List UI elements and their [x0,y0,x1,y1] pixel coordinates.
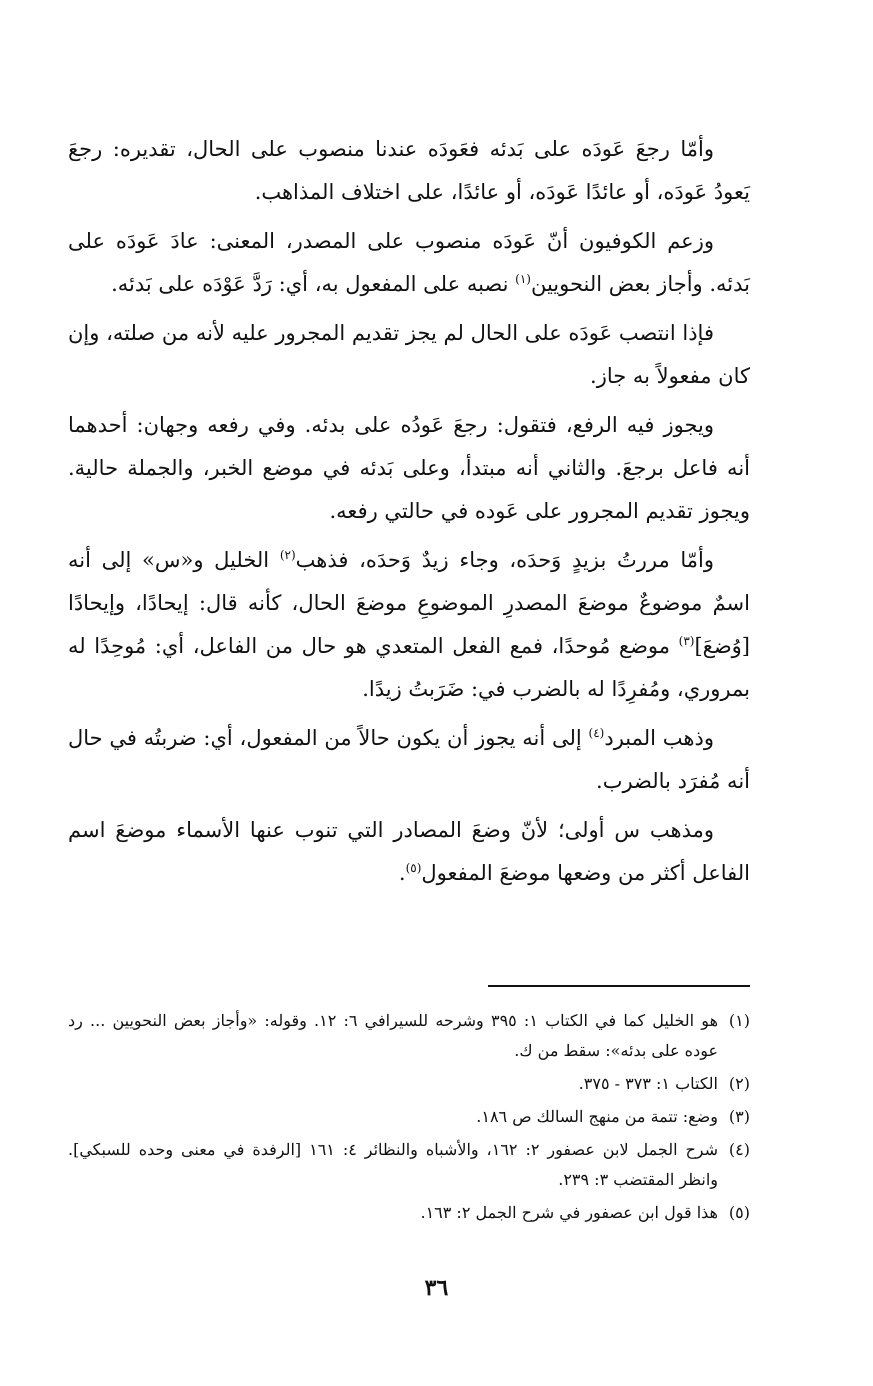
footnote-5-text: هذا قول ابن عصفور في شرح الجمل ٢: ١٦٣. [420,1203,718,1222]
page-number: ٣٦ [424,1275,449,1301]
footnote-5 [68,1198,750,1228]
footnote-marker-3[interactable]: (٣) [678,634,695,648]
footnotes [68,1006,750,1231]
paragraph-6-text: وذهب المبرد [604,726,714,750]
footnote-3 [68,1102,750,1132]
footnote-3-text: وضع: تتمة من منهج السالك ص ١٨٦. [476,1107,718,1126]
footnote-marker-5[interactable]: (٥) [405,861,422,875]
paragraph-3-text: فإذا انتصب عَودَه على الحال لم يجز تقديم المجرور عليه لأنه من صلته، وإن كان مفعولاً به جاز. [68,321,750,388]
footnote-2-text: الكتاب ١: ٣٧٣ - ٣٧٥. [578,1074,718,1093]
paragraph-5-tail-b: موضع مُوحدًا، فمع الفعل المتعدي هو حال من الفاعل، أي: مُوحِدًا له بمروري، ومُفرِدًا له بالضرب في: ضَرَبتُ زيدًا. [68,634,750,701]
footnote-separator [488,985,750,987]
paragraph-7 [68,809,750,895]
footnote-2-number: (٢) [728,1074,750,1093]
footnote-5-number: (٥) [728,1203,750,1222]
footnote-4-number: (٤) [728,1140,751,1159]
paragraph-2 [68,220,750,306]
footnote-marker-1[interactable]: (١) [515,272,531,286]
paragraph-2-tail: نصبه على المفعول به، أي: رَدَّ عَوْدَه على بَدئه. [111,272,509,296]
footnote-4-text: شرح الجمل لابن عصفور ٢: ١٦٢، والأشباه والنظائر ٤: ١٦١ [الرفدة في معنى وحده للسبكي]. وانظر المقتضب ٣: ٢٣٩. [68,1140,719,1189]
footnote-marker-4[interactable]: (٤) [588,726,605,740]
paragraph-2-text: وزعم الكوفيون أنّ عَودَه منصوب على المصدر، المعنى: عادَ عَودَه على بَدئه. وأجاز بعض النحويين [68,229,750,296]
footnote-marker-2[interactable]: (٢) [279,548,296,562]
paragraph-1-text: وأمّا رجعَ عَودَه على بَدئه فعَودَه عندنا منصوب على الحال، تقديره: رجعَ يَعودُ عَودَه، أو عائدًا عَودَه، أو عائدًا، على اختلاف المذاهب. [68,137,750,204]
main-text [68,128,750,901]
paragraph-4-text: ويجوز فيه الرفع، فتقول: رجعَ عَودُه على بدئه. وفي رفعه وجهان: أحدهما أنه فاعل برجعَ. والثاني أنه مبتدأ، وعلى بَدئه في موضع الخبر، والجملة حالية. ويجوز تقديم المجرور على عَوده في حالتي رفعه. [68,413,750,523]
footnote-1-number: (١) [728,1011,751,1030]
paragraph-6 [68,717,750,803]
paragraph-5-tail-a: الخليل و«س» إلى أنه اسمٌ موضوعٌ موضعَ المصدرِ الموضوعِ موضعَ الحال، كأنه قال: إيحادًا، وإيحادًا [وُضعَ] [68,548,750,658]
paragraph-7-tail: . [398,861,406,885]
paragraph-6-tail: إلى أنه يجوز أن يكون حالاً من المفعول، أي: ضربتُه في حال أنه مُفرَد بالضرب. [68,726,750,793]
footnote-2 [68,1069,750,1099]
paragraph-5 [68,539,750,711]
footnote-3-number: (٣) [728,1107,750,1126]
paragraph-7-text: ومذهب س أولى؛ لأنّ وضعَ المصادر التي تنوب عنها الأسماء موضعَ اسم الفاعل أكثر من وضعها موضعَ المفعول [68,818,750,885]
footnote-1-text: هو الخليل كما في الكتاب ١: ٣٩٥ وشرحه للسيرافي ٦: ١٢. وقوله: «وأجاز بعض النحويين ... رد عوده على بدئه»: سقط من ك. [68,1011,719,1060]
footnote-1 [68,1006,750,1066]
footnote-4 [68,1135,750,1195]
paragraph-3 [68,312,750,398]
paragraph-5-text: وأمّا مررتُ بزيدٍ وَحدَه، وجاء زيدٌ وَحدَه، فذهب [295,548,714,572]
paragraph-4 [68,404,750,533]
paragraph-1 [68,128,750,214]
